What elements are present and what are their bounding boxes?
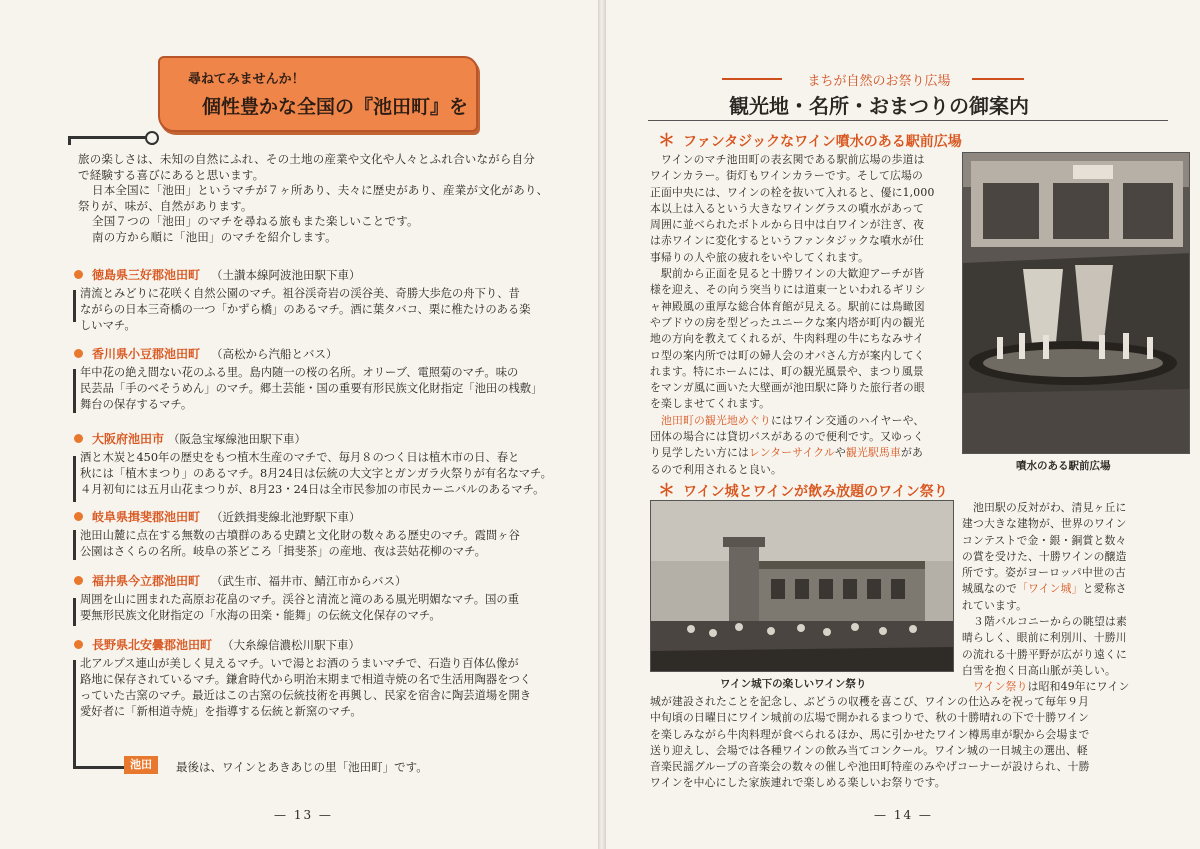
town-line: 周囲を山に囲まれた高原お花畠のマチ。渓谷と清流と滝のある風光明媚なマチ。国の重 — [80, 593, 520, 606]
body-line: 団体の場合には貸切バスがあるので便利です。又ゆっく — [650, 430, 924, 444]
banner-title: 個性豊かな全国の『池田町』を — [202, 96, 469, 118]
station-marker-icon — [74, 512, 83, 521]
body-text-run: 城風なので — [962, 582, 1017, 596]
town-line: 愛好者に「新相道寺焼」を指導する伝統と新窯のマチ。 — [80, 705, 362, 718]
header-title: 観光地・名所・おまつりの御案内 — [729, 94, 1029, 118]
intro-text — [78, 152, 568, 245]
highlight-text: レンターサイクル — [748, 446, 835, 460]
body-line: 地の方向を教えてくれるが、牛肉料理の牛にちなみサイ — [650, 332, 925, 346]
body-line: ワインのマチ池田町の表玄関である駅前広場の歩道は — [661, 153, 925, 166]
town-line: 要無形民族文化財指定の「水海の田楽・能舞」の伝統文化保存のマチ。 — [80, 609, 441, 622]
station-marker-icon — [74, 349, 83, 358]
body-line: の流れる十勝平野が広がり遠くに — [962, 647, 1127, 661]
town-route: （近鉄揖斐線北池野駅下車） — [211, 510, 361, 524]
section-body-fountain — [650, 152, 958, 478]
body-line: は赤ワインに変化するというファンタジックな噴水が仕 — [650, 234, 924, 248]
photo-wine-festival — [650, 500, 954, 672]
body-line: ャ神殿風の重厚な総合体育館が見える。駅前には鳥瞰図 — [650, 299, 925, 313]
town-entry-kagawa — [80, 345, 570, 413]
body-line: 事帰りの人や旅の疲れをいやしてくれます。 — [650, 250, 870, 264]
body-line: 音楽民謡グループの音楽会の数々の催しや池田町特産のみやげコーナーが設けられ、十勝 — [650, 760, 1090, 774]
station-marker-icon — [74, 576, 83, 585]
rail-segment — [73, 530, 76, 560]
town-line: 池田山麓に点在する無数の古墳群のある史蹟と文化財の数々ある歴史のマチ。霞間ヶ谷 — [80, 529, 520, 542]
highlight-text: ワイン祭り — [973, 680, 1028, 694]
page-number: — 14 — — [874, 808, 933, 822]
body-line: 池田駅の反対がわ、清見ヶ丘に — [973, 501, 1127, 514]
body-line: の賞を受けた、十勝ワインの醸造 — [962, 549, 1127, 563]
body-text-run: や — [834, 446, 846, 460]
header-subtitle: まちが自然のお祭り広場 — [807, 74, 951, 89]
asterisk-icon: ＊ — [658, 481, 675, 501]
section-heading-fountain — [658, 126, 962, 151]
town-name: 徳島県三好郡池田町 — [92, 268, 201, 282]
section-title: ファンタジックなワイン噴水のある駅前広場 — [683, 134, 962, 150]
town-line: 年中花の絶え間ない花のふる里。島内随一の桜の名所。オリーブ、電照菊のマチ。味の — [80, 366, 519, 379]
page-13 — [0, 0, 598, 849]
page-gutter — [598, 0, 606, 849]
rail-line-bottom — [73, 766, 125, 769]
body-line — [650, 413, 958, 429]
rail-segment-end — [73, 720, 76, 766]
rail-segment — [73, 456, 76, 502]
town-name: 長野県北安曇郡池田町 — [92, 638, 213, 652]
rail-line-top — [68, 136, 154, 145]
body-line: 本以上は入るという大きなワイングラスの噴水があって — [650, 201, 924, 215]
town-line: 秋には「植木まつり」のあるマチ。8月24日は伝統の大文字とガンガラ火祭りが有名なマチ。 — [80, 467, 552, 480]
rail-segment — [73, 290, 76, 322]
town-name: 香川県小豆郡池田町 — [92, 347, 201, 361]
body-line: ３階バルコニーからの眺望は素 — [973, 615, 1127, 629]
station-marker-icon — [74, 270, 83, 279]
body-line — [962, 581, 1194, 597]
body-text-run: と愛称さ — [1082, 582, 1127, 596]
body-line: をマンガ風に画いた大壁画が池田駅に降りた旅行者の眼 — [650, 381, 925, 395]
body-line: を楽しませてくれます。 — [650, 397, 771, 411]
body-line: を楽しみながら牛肉料理が食べられるほか、馬に引かせたワイン樽馬車が駅から会場まで — [650, 727, 1090, 741]
town-description — [80, 528, 570, 560]
body-text-run: があ — [900, 446, 923, 460]
town-name: 福井県今立郡池田町 — [92, 574, 201, 588]
intro-line: 祭りが、味が、自然があります。 — [78, 198, 253, 213]
body-line: ロ型の案内所では町の婦人会のオバさん方が案内してく — [650, 348, 925, 362]
highlight-text: 観光駅馬車 — [845, 446, 901, 460]
rail-terminal-circle — [145, 131, 159, 145]
intro-line: で経験する喜びにあると思います。 — [78, 167, 265, 182]
body-line: れています。 — [962, 598, 1028, 612]
station-sign: 池田 — [124, 756, 158, 774]
town-line: しいマチ。 — [80, 319, 136, 332]
rail-segment — [73, 369, 76, 413]
asterisk-icon: ＊ — [658, 131, 675, 151]
town-line: 清流とみどりに花咲く自然公園のマチ。祖谷渓奇岩の渓谷美、奇勝大歩危の舟下り、昔 — [80, 287, 520, 300]
body-line: 様を迎え、その向う突当りには道東一といわれるギリシ — [650, 283, 926, 297]
photo-caption-fountain: 噴水のある駅前広場 — [1016, 460, 1111, 472]
body-line: コンテストで金・銀・銅賞と数々 — [962, 533, 1127, 547]
body-line: やブドウの房を型どったユニークな案内塔が町内の観光 — [650, 315, 925, 329]
section-body-wine-castle-side — [962, 500, 1194, 696]
body-line: 所です。姿がヨーロッパ中世の古 — [962, 566, 1126, 580]
closing-text: 最後は、ワインとあきあじの里「池田町」です。 — [176, 760, 428, 774]
intro-line: 全国７つの「池田」のマチを尋ねる旅もまた楽しいことです。 — [92, 214, 419, 228]
section-title: ワイン城とワインが飲み放題のワイン祭り — [683, 484, 948, 500]
town-description — [80, 365, 570, 413]
town-name: 大阪府池田市 — [92, 432, 165, 446]
town-entry-tokushima — [80, 266, 570, 334]
town-description — [80, 592, 570, 624]
body-line: 正面中央には、ワインの栓を抜いて入れると、優に1,000 — [650, 185, 935, 199]
body-line: 晴らしく、眼前に利別川、十勝川 — [962, 631, 1127, 645]
town-line: 酒と木炭と450年の歴史をもつ植木生産のマチで、毎月８のつく日は植木市の日、春と — [80, 451, 520, 464]
page-number: — 13 — — [274, 808, 333, 822]
station-marker-icon — [74, 640, 83, 649]
body-line: るので利用されると良い。 — [650, 462, 782, 476]
photo-caption-festival: ワイン城下の楽しいワイン祭り — [720, 678, 867, 690]
body-line: 白雪を抱く日高山脈が美しい。 — [962, 663, 1116, 677]
section-body-wine-festival — [650, 694, 1190, 792]
body-text-run: にはワイン交通のハイヤーや、 — [770, 413, 925, 427]
town-line: ４月初旬には五月山花まつりが、8月23・24日は全市民参加の市民カーニバルのあるマチ。 — [80, 483, 545, 496]
body-line: ワインカラー。街灯もワインカラーです。そして広場の — [650, 169, 923, 183]
town-route: （阪急宝塚線池田駅下車） — [168, 432, 306, 446]
body-line: 城が建設されたことを記念し、ぶどうの収穫を喜こび、ワインの仕込みを祝って毎年９月 — [650, 695, 1090, 708]
town-route: （大糸線信濃松川駅下車） — [222, 638, 360, 652]
highlight-text: 池田町の観光地めぐり — [661, 413, 771, 427]
page-14 — [606, 0, 1200, 849]
town-line: っていた古窯のマチ。最近はこの古窯の伝統技術を再興し、民家を宿舎に陶芸道場を開き — [80, 689, 532, 702]
station-marker-icon — [74, 434, 83, 443]
intro-line: 旅の楽しさは、未知の自然にふれ、その土地の産業や文化や人々とふれ合いながら自分 — [78, 152, 535, 166]
town-line: ながらの日本三奇橋の一つ「かずら橋」のあるマチ。酒に葉タバコ、栗に椎たけのある楽 — [80, 303, 531, 316]
town-line: 舞台の保存するマチ。 — [80, 398, 193, 411]
body-line: 中旬頃の日曜日にワイン城前の広場で開かれるまつりで、秋の十勝晴れの下で十勝ワイン — [650, 711, 1090, 725]
town-route: （武生市、福井市、鯖江市からバス） — [211, 574, 407, 588]
town-route: （高松から汽船とバス） — [211, 347, 338, 361]
photo-fountain-plaza — [962, 152, 1190, 454]
body-line: 周囲に並べられたボトルから日中は白ワインが注ぎ、夜 — [650, 218, 925, 232]
body-line: 建つ大きな建物が、世界のワイン — [962, 517, 1127, 531]
title-banner — [158, 56, 478, 132]
town-description — [80, 286, 570, 334]
body-text-run: り見学したい方には — [650, 446, 749, 460]
town-entry-nagano — [80, 636, 570, 720]
body-line: 駅前から正面を見ると十勝ワインの大歓迎アーチが皆 — [661, 267, 925, 281]
town-entry-osaka — [80, 430, 570, 498]
banner-subtitle: 尋ねてみませんか！ — [188, 72, 305, 87]
section-heading-wine-castle — [658, 476, 948, 501]
fountain-photo-image — [963, 153, 1190, 454]
rail-segment — [73, 598, 76, 626]
intro-line: 南の方から順に「池田」のマチを紹介します。 — [92, 229, 337, 244]
body-line — [650, 445, 958, 461]
town-description — [80, 656, 570, 720]
town-route: （土讃本線阿波池田駅下車） — [211, 268, 361, 282]
town-entry-fukui — [80, 572, 570, 624]
town-line: 北アルプス連山が美しく見えるマチ。いで湯とお酒のうまいマチで、石造り百体仏像が — [80, 657, 519, 670]
header-rule-right — [972, 78, 1024, 80]
highlight-text: 「ワイン城」 — [1016, 582, 1083, 596]
town-line: 公園はさくらの名所。岐阜の茶どころ「揖斐茶」の産地、夜は芸姑花柳のマチ。 — [80, 545, 486, 558]
town-description — [80, 450, 570, 498]
town-name: 岐阜県揖斐郡池田町 — [92, 510, 201, 524]
body-line: れます。特にホームには、町の観光風景や、まつり風景 — [650, 364, 924, 378]
body-line: 送り迎えし、会場では各種ワインの飲み当てコンクール。ワイン城の一日城主の選出、軽 — [650, 743, 1088, 757]
header-underline — [648, 120, 1168, 121]
body-text-run: は昭和49年にワイン — [1027, 680, 1130, 694]
intro-line: 日本全国に「池田」というマチが７ヶ所あり、夫々に歴史があり、産業が文化があり、 — [92, 183, 549, 197]
rail-segment — [73, 660, 76, 720]
town-line: 路地に保存されているマチ。鎌倉時代から明治末期まで相道寺焼の名で生活用陶器をつく — [80, 673, 532, 686]
town-entry-gifu — [80, 508, 570, 560]
wine-castle-photo-image — [651, 501, 954, 672]
town-line: 民芸品「手のべそうめん」のマチ。郷土芸能・国の重要有形民族文化財指定「池田の桟敷」 — [80, 382, 543, 395]
body-line: ワインを中心にした家族連れで楽しめる楽しいお祭りです。 — [650, 776, 946, 790]
